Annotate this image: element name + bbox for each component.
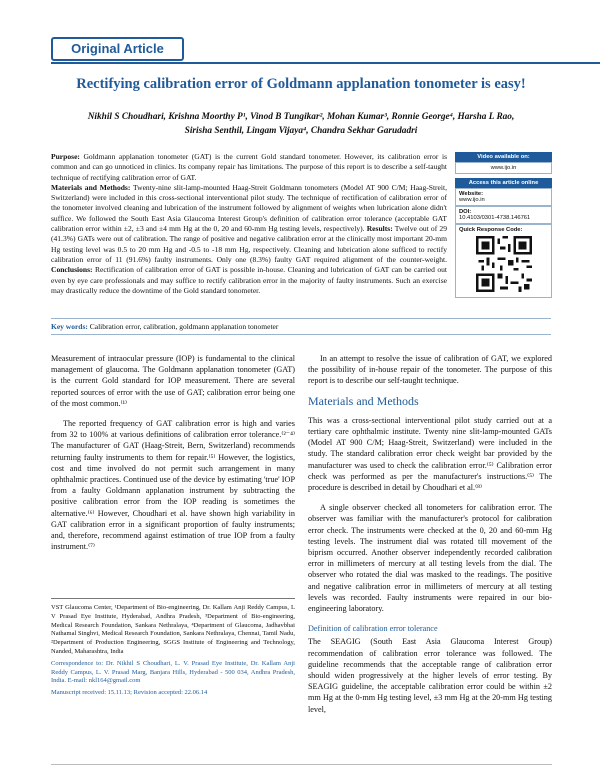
doi-box — [455, 206, 552, 224]
manuscript-dates: Manuscript received: 15.11.13; Revision accepted: 22.06.14 — [51, 689, 208, 697]
purpose-text: Goldmann applanation tonometer (GAT) is the current Gold standard tonometer. However, its calibration error is common and can go unnoticed in clinics. Its company repair has limitations. The purpose of this report is to describe a self-taught technique of rectifying calibration error of GAT. — [51, 152, 448, 182]
author-list — [51, 110, 551, 138]
purpose-label: Purpose: — [51, 152, 80, 161]
methods-heading: Materials and Methods — [308, 393, 419, 408]
website-box — [455, 188, 552, 206]
definition-subheading: Definition of calibration error tolerance — [308, 624, 438, 634]
header-rule — [51, 62, 600, 64]
abstract — [51, 152, 447, 296]
author-line-2: Sirisha Senthil, Lingam Vijaya⁴, Chandra Sekhar Garudadri — [184, 126, 418, 136]
conclusions-label: Conclusions: — [51, 265, 93, 275]
doi-value[interactable]: 10.4103/0301-4738.146761 — [459, 215, 531, 221]
affiliations-footnote — [51, 598, 295, 698]
conclusions-text: Rectification of calibration error of GAT is possible in-house. Cleaning and lubrication of GAT can be carried out even by eye care professionals and may suffice to rectify calibration error in the majority of faulty instruments. Such an exercise may drastically reduce the downtime of the Gold standard tonometer. — [51, 265, 448, 295]
results-label: Results: — [366, 224, 393, 234]
results-text: Twelve out of 29 (41.3%) GATs were out of calibration. The range of positive and negative calibration error at the clinically most important 20-mm Hg testing level was 0.5 to 20 mm Hg and -0.5 to -18 mm Hg, respectively. Cleaning and lubrication alone sufficed to rectify calibration error of 11 (91.6%) faulty instruments. Only one (8.3%) faulty GAT required alignment of the counter-weight. — [51, 224, 447, 264]
left-column — [51, 353, 295, 561]
qr-code-icon[interactable] — [476, 236, 532, 292]
video-available-label: Video available on: — [455, 152, 552, 162]
correspondence-text: Correspondence to: Dr. Nikhil S Choudhari, L. V. Prasad Eye Institute, Dr. Kallam Anji Reddy Campus, L. V. Prasad Marg, Banjara Hills, Hyderabad - 500 034, Andhra Pradesh, India. E-mail: nkl164@gmail.com — [51, 659, 295, 685]
author-line-1: Nikhil S Choudhari, Krishna Moorthy P¹, Vinod B Tungikar², Mohan Kumar³, Ronnie George⁴, Harsha L Rao, — [87, 112, 515, 122]
keywords-bar — [51, 318, 551, 335]
methods-paragraph-2: A single observer checked all tonometers for calibration error. The observer was familiar with the manufacturer's protocol for calibration error check. The instruments were checked at the 0, 20 and 60-mm Hg testing levels. The instrument dial was rotated till movement of the biprism occurred. Another observer independently recorded calibration error in millimeters of mercury at all testing levels from the dial. The observer who rotated the dial was masked to the readings. The positive and negative calibration error in millimeters of mercury at all testing levels was recorded. Faulty instruments were repaired in our bio-engineering laboratory. — [308, 503, 552, 614]
article-title: Rectifying calibration error of Goldmann applanation tonometer is easy! — [76, 76, 526, 92]
qr-box — [455, 224, 552, 298]
methods-text: Twenty-nine slit-lamp-mounted Haag-Streit Goldmann tonometers (Model AT 900 C/M; Haag-Streit, Switzerland) were included in this cross-sectional interventional pilot study. The technique of rectification of calibration error of the tonometer involved cleaning and lubrication of the instrument followed by alignment of weights when lubrication alone didn't suffice. We followed the South East Asia Glaucoma Interest Group's definition of calibration error tolerance (acceptable GAT calibration error within ±2, ±3 and ±4 mm Hg at the 0, 20 and 60-mm Hg testing levels, respectively). — [51, 182, 447, 234]
article-sidebar — [455, 152, 552, 298]
right-column — [308, 353, 552, 724]
doi-label: DOI: — [459, 209, 472, 215]
intro-paragraph-1: Measurement of intraocular pressure (IOP) is fundamental to the clinical management of glaucoma. The Goldmann applanation tonometer (GAT) is the current Gold standard for IOP measurement. There are several reported sources of error with the use of GAT; calibration error being one of the most common.⁽¹⁾ — [51, 354, 295, 408]
keywords-label: Key words: — [51, 322, 88, 331]
footer-rule — [51, 764, 552, 765]
website-link[interactable]: www.ijo.in — [459, 197, 485, 203]
methods-paragraph-1: This was a cross-sectional interventional pilot study carried out at a tertiary care ophthalmic institute. Twenty nine slit-lamp-mounted GATs (Model AT 900 C/M; Haag-Streit, Switzerland) were included in the study. The standard calibration error check weight bar provided by the manufacturer was used to check the calibration error.⁽⁵⁾ Calibration error check was performed as per the manufacturer's instructions.⁽⁵⁾ The procedure is described in detail by Choudhari et al.⁽⁸⁾ — [308, 415, 552, 493]
qr-label: Quick Response Code: — [459, 227, 523, 233]
definition-paragraph: The SEAGIG (South East Asia Glaucoma Interest Group) recommendation of calibration error tolerance was followed. The guideline recommends that the acceptable range of calibration error should widen progressively at the higher levels of error testing. By SEAGIG guideline, the acceptable calibration error could be within ±2 mm Hg at the 0-mm Hg testing level, ±3 mm Hg at the 20-mm Hg testing level, — [308, 637, 552, 714]
affiliations-text: VST Glaucoma Center, ¹Department of Bio-engineering, Dr. Kallam Anji Reddy Campus, L V Prasad Eye Institute, Hyderabad, Andhra Pradesh, ³Department of Bio-engineering, Medical Research Foundation, Sankara Nethralaya, ⁴Department of Glaucoma, Jadhavbhai Nathamal Singhvi, Medical Research Foundation, Sankara Nethralaya, Chennai, Tamil Nadu, ²Department of Production Engineering, SGGS Institute of Engineering and Technology, Nanded, Maharashtra, India — [51, 604, 295, 655]
access-online-label: Access this article online — [455, 178, 552, 188]
intro-paragraph-2: The reported frequency of GAT calibration error is high and varies from 32 to 100% at various definitions of calibration error tolerance.⁽²⁻⁴⁾ The manufacturer of GAT (Haag-Streit, Bern, Switzerland) recommends returning faulty instruments to them for repair.⁽⁵⁾ However, the logistics, cost and time involved do not permit such arrangement in many ophthalmic practices. Continued use of the device by estimating 'true' IOP from a faulty Goldmann applanation instrument by subtracting the positive calibration error from the IOP reading is sometimes the alternative.⁽⁶⁾ However, Choudhari et al. have shown high variability in GAT calibration error in a significant proportion of faulty instruments; and, therefore, recommend against estimation of true IOP from a faulty instrument.⁽⁷⁾ — [51, 419, 295, 552]
intro-paragraph-3: In an attempt to resolve the issue of calibration of GAT, we explored the possibility of in-house repair of the tonometer. The purpose of this report is to describe our self-taught technique. — [308, 354, 552, 386]
article-type-badge: Original Article — [51, 37, 184, 61]
keywords-text: Calibration error, calibration, goldmann applanation tonometer — [89, 322, 279, 331]
website-label: Website: — [459, 191, 484, 197]
video-link[interactable]: www.ijo.in — [455, 162, 552, 174]
methods-label: Materials and Methods: — [51, 182, 131, 192]
